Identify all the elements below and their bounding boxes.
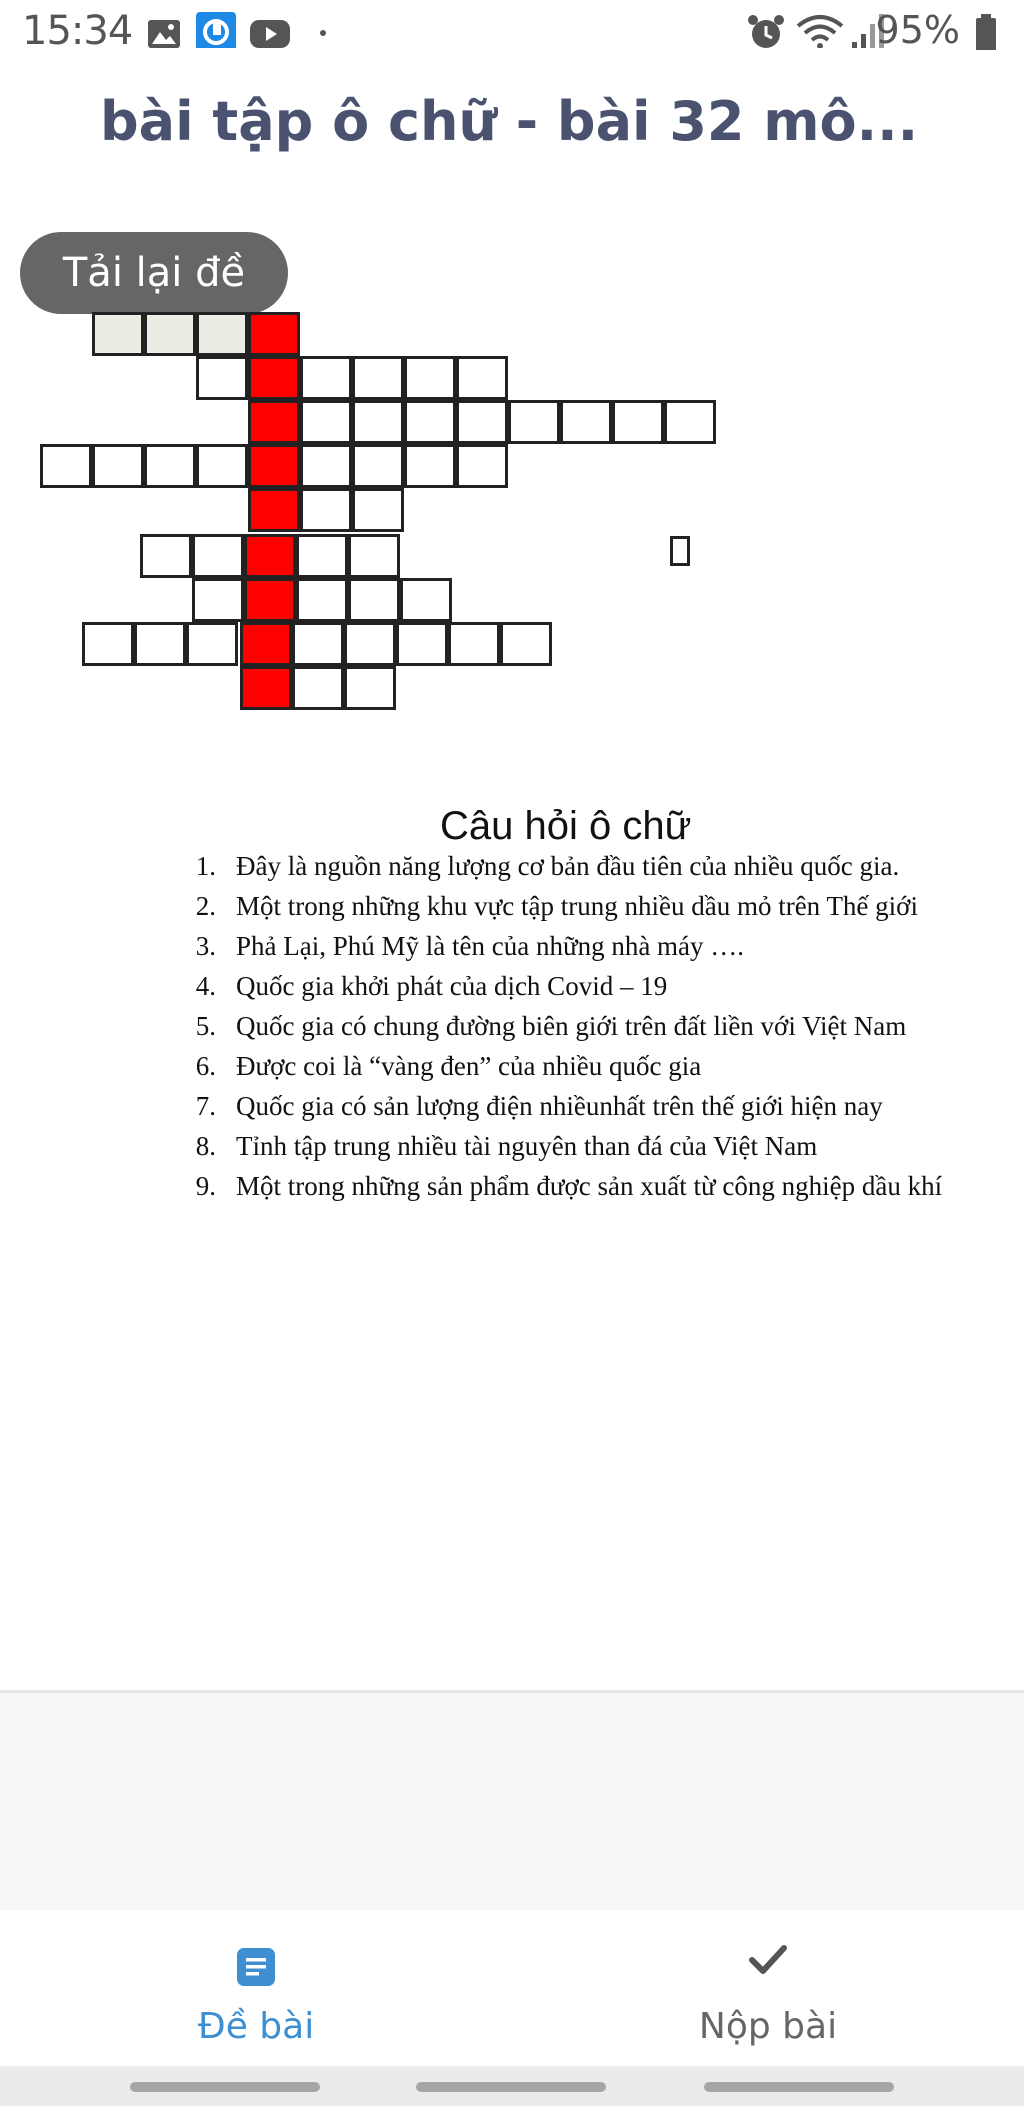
- crossword-cell[interactable]: [348, 578, 400, 622]
- crossword-cell[interactable]: [300, 356, 352, 400]
- crossword-cell[interactable]: [344, 666, 396, 710]
- crossword-key-cell[interactable]: [248, 356, 300, 400]
- crossword-cell[interactable]: [396, 622, 448, 666]
- alarm-icon: [746, 12, 786, 48]
- crossword-key-cell[interactable]: [248, 444, 300, 488]
- crossword-cell[interactable]: [344, 622, 396, 666]
- question-text: Phả Lại, Phú Mỹ là tên của những nhà máy ….: [236, 931, 745, 961]
- crossword-cell[interactable]: [560, 400, 612, 444]
- crossword-key-cell[interactable]: [244, 534, 296, 578]
- crossword-key-cell[interactable]: [248, 312, 300, 356]
- question-number: 7.: [195, 1091, 216, 1121]
- crossword-cell[interactable]: [296, 534, 348, 578]
- question-text: Tỉnh tập trung nhiều tài nguyên than đá của Việt Nam: [236, 1131, 818, 1161]
- question-number: 2.: [195, 891, 216, 921]
- crossword-key-cell[interactable]: [248, 400, 300, 444]
- battery-percent: 95%: [875, 8, 960, 52]
- wifi-icon: [796, 12, 846, 48]
- question-item: [160, 1050, 990, 1083]
- crossword-cell[interactable]: [404, 356, 456, 400]
- questions-title: Câu hỏi ô chữ: [440, 804, 692, 848]
- question-number: 1.: [195, 851, 216, 881]
- gesture-pill[interactable]: [416, 2082, 606, 2092]
- question-number: 9.: [195, 1171, 216, 1201]
- question-item: [160, 930, 990, 963]
- question-number: 4.: [195, 971, 216, 1001]
- crossword-cell[interactable]: [92, 444, 144, 488]
- youtube-icon: [248, 16, 292, 52]
- crossword-cell[interactable]: [500, 622, 552, 666]
- tab-de-bai-label: Đề bài: [197, 2006, 315, 2047]
- crossword-cell[interactable]: [448, 622, 500, 666]
- crossword-key-cell[interactable]: [244, 578, 296, 622]
- questions-list: [160, 850, 990, 1210]
- crossword-cell[interactable]: [352, 444, 404, 488]
- gesture-bar: [0, 2066, 1024, 2106]
- question-item: [160, 850, 990, 883]
- crossword-cell[interactable]: [134, 622, 186, 666]
- crossword-cell[interactable]: [296, 578, 348, 622]
- page-title: bài tập ô chữ - bài 32 mô...: [100, 90, 919, 153]
- crossword-cell[interactable]: [300, 400, 352, 444]
- crossword-cell[interactable]: [192, 578, 244, 622]
- question-number: 3.: [195, 931, 216, 961]
- gesture-pill[interactable]: [130, 2082, 320, 2092]
- crossword-cell[interactable]: [404, 444, 456, 488]
- crossword-cell[interactable]: [300, 488, 352, 532]
- crossword-cell[interactable]: [456, 356, 508, 400]
- crossword-cell[interactable]: [292, 666, 344, 710]
- crossword-cell[interactable]: [196, 356, 248, 400]
- small-box-marker: [670, 536, 690, 566]
- crossword-key-cell[interactable]: [248, 488, 300, 532]
- crossword-cell[interactable]: [186, 622, 238, 666]
- crossword-cell[interactable]: [196, 444, 248, 488]
- crossword-cell[interactable]: [40, 444, 92, 488]
- gallery-icon: [146, 16, 182, 52]
- question-text: Quốc gia có sản lượng điện nhiềunhất trên thế giới hiện nay: [236, 1091, 883, 1121]
- crossword-cell[interactable]: [300, 444, 352, 488]
- question-item: [160, 1130, 990, 1163]
- question-text: Quốc gia khởi phát của dịch Covid – 19: [236, 971, 668, 1001]
- crossword-cell[interactable]: [456, 444, 508, 488]
- crossword-cell[interactable]: [508, 400, 560, 444]
- crossword-key-cell[interactable]: [240, 622, 292, 666]
- question-text: Một trong những sản phẩm được sản xuất từ công nghiệp dầu khí: [236, 1171, 943, 1201]
- question-item: [160, 970, 990, 1003]
- question-item: [160, 890, 990, 923]
- crossword-cell[interactable]: [144, 444, 196, 488]
- question-item: [160, 1010, 990, 1043]
- status-bar: [0, 0, 1024, 70]
- document-icon: [235, 1946, 277, 1988]
- crossword-key-cell[interactable]: [240, 666, 292, 710]
- content-footer-area: [0, 1693, 1024, 1910]
- question-number: 5.: [195, 1011, 216, 1041]
- bottom-nav: [0, 1910, 1024, 2066]
- crossword-cell[interactable]: [92, 312, 144, 356]
- question-text: Được coi là “vàng đen” của nhiều quốc gia: [236, 1051, 702, 1081]
- gesture-pill[interactable]: [704, 2082, 894, 2092]
- crossword-cell[interactable]: [292, 622, 344, 666]
- crossword-cell[interactable]: [404, 400, 456, 444]
- status-time: 15:34: [22, 8, 133, 54]
- question-item: [160, 1090, 990, 1123]
- crossword-cell[interactable]: [352, 488, 404, 532]
- question-text: Đây là nguồn năng lượng cơ bản đầu tiên của nhiều quốc gia.: [236, 851, 900, 881]
- dot-icon: [318, 28, 328, 64]
- crossword-cell[interactable]: [192, 534, 244, 578]
- crossword-cell[interactable]: [144, 312, 196, 356]
- battery-icon: [974, 14, 998, 50]
- crossword-cell[interactable]: [196, 312, 248, 356]
- crossword-cell[interactable]: [140, 534, 192, 578]
- tab-de-bai[interactable]: [0, 1910, 512, 2066]
- question-number: 6.: [195, 1051, 216, 1081]
- question-number: 8.: [195, 1131, 216, 1161]
- crossword-cell[interactable]: [400, 578, 452, 622]
- question-item: [160, 1170, 990, 1203]
- question-text: Một trong những khu vực tập trung nhiều dầu mỏ trên Thế giới: [236, 891, 918, 921]
- app-icon: [196, 12, 236, 48]
- crossword-cell[interactable]: [348, 534, 400, 578]
- crossword-cell[interactable]: [664, 400, 716, 444]
- tab-nop-bai-label: Nộp bài: [698, 2006, 838, 2047]
- crossword-cell[interactable]: [82, 622, 134, 666]
- checkmark-icon: [748, 1942, 788, 1978]
- question-text: Quốc gia có chung đường biên giới trên đất liền với Việt Nam: [236, 1011, 907, 1041]
- crossword-cell[interactable]: [352, 400, 404, 444]
- crossword-cell[interactable]: [456, 400, 508, 444]
- tab-nop-bai[interactable]: [512, 1910, 1024, 2066]
- reload-button[interactable]: Tải lại đề: [20, 232, 288, 314]
- crossword-cell[interactable]: [352, 356, 404, 400]
- crossword-cell[interactable]: [612, 400, 664, 444]
